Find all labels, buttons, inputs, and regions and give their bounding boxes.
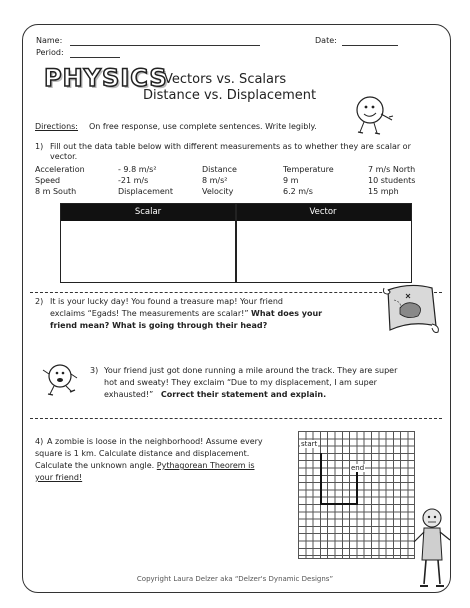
q3-number: 3) <box>90 366 99 375</box>
q4-line-2: square is 1 km. Calculate distance and displacement. <box>35 449 250 458</box>
q4-line-1: A zombie is loose in the neighborhood! Assume every <box>47 437 263 446</box>
grid-end-label: end <box>351 464 365 472</box>
measurement-item: 8 m South <box>35 187 77 196</box>
coordinate-grid <box>298 431 415 559</box>
date-line[interactable] <box>342 45 398 46</box>
measurement-item: 6.2 m/s <box>283 187 313 196</box>
title-line-1: Vectors vs. Scalars <box>164 72 287 87</box>
measurement-item: Distance <box>202 165 237 174</box>
directions-label: Directions: <box>35 122 79 131</box>
zombie-path-segment <box>356 471 358 505</box>
q1-number: 1) <box>35 142 44 151</box>
measurement-item: 9 m <box>283 176 299 185</box>
copyright-footer: Copyright Laura Delzer aka “Delzer's Dynamic Designs” <box>136 575 334 583</box>
measurement-item: -21 m/s <box>118 176 149 185</box>
measurement-item: 10 students <box>368 176 416 185</box>
ball-character-illustration <box>352 94 396 136</box>
measurement-item: - 9.8 m/s² <box>118 165 157 174</box>
name-line[interactable] <box>70 45 260 46</box>
measurement-item: 15 mph <box>368 187 399 196</box>
treasure-map-illustration <box>380 280 442 338</box>
zombie-path-segment <box>320 503 358 505</box>
running-ball-illustration <box>40 360 80 398</box>
scalar-vector-table <box>60 203 412 283</box>
q2-line-2: exclaims “Egads! The measurements are scalar!” What does your <box>50 309 323 318</box>
q2-line-3: friend mean? What is going through their head? <box>50 321 268 330</box>
directions-text: On free response, use complete sentences. Write legibly. <box>89 122 317 131</box>
q3-line-3: exhausted!” Correct their statement and explain. <box>104 390 327 399</box>
zombie-path-segment <box>320 453 322 505</box>
measurement-item: Speed <box>35 176 61 185</box>
measurement-item: Acceleration <box>35 165 85 174</box>
title-line-2: Distance vs. Displacement <box>143 88 317 103</box>
q2-number: 2) <box>35 297 44 306</box>
period-label: Period: <box>36 48 64 57</box>
measurement-item: 7 m/s North <box>368 165 416 174</box>
q3-line-1: Your friend just got done running a mile around the track. They are super <box>104 366 398 375</box>
measurement-item: Velocity <box>202 187 234 196</box>
measurement-item: 8 m/s² <box>202 176 228 185</box>
date-label: Date: <box>315 36 337 45</box>
q3-line-2: hot and sweaty! They exclaim “Due to my displacement, I am super <box>104 378 377 387</box>
q2-line-1: It is your lucky day! You found a treasure map! Your friend <box>50 297 283 306</box>
table-header-vector: Vector <box>309 207 337 217</box>
name-label: Name: <box>36 36 63 45</box>
q4-line-4: your friend! <box>35 473 83 482</box>
scalar-answer-cell[interactable] <box>61 221 235 282</box>
period-line[interactable] <box>70 57 120 58</box>
physics-logo: PHYSICS <box>44 64 168 92</box>
section-divider-2 <box>30 418 442 419</box>
measurement-item: Temperature <box>283 165 334 174</box>
grid-start-label: start <box>301 440 318 448</box>
vector-answer-cell[interactable] <box>237 221 411 282</box>
q4-line-3: Calculate the unknown angle. Pythagorean Theorem is <box>35 461 255 470</box>
q1-text: Fill out the data table below with different measurements as to whether they are scalar or vector. <box>50 142 411 161</box>
measurement-item: Displacement <box>118 187 173 196</box>
table-header-scalar: Scalar <box>134 207 162 217</box>
q4-number: 4) <box>35 437 44 446</box>
